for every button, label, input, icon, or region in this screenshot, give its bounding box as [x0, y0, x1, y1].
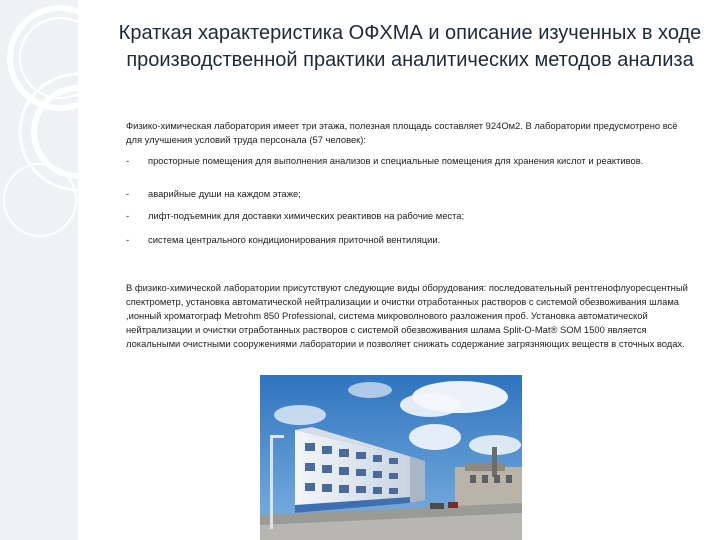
laboratory-building-photo: [260, 375, 522, 540]
concentric-arcs-icon: [0, 0, 78, 540]
equipment-paragraph: В физико-химической лаборатории присутствуют следующие виды оборудования: последовательный рентгенофлуоресцентный спектрометр, установка автоматической нейтрализации и очистки отработанных растворов с системой обезвоживания шлама ,ионный хроматограф Metrohm 850 Professional, система микроволнового разложения проб. Установка автоматической нейтрализации и очистки отработанных растворов с системой обезвоживания шлама Split-O-Mat® SOM 1500 является локальными очистными сооружениями лаборатории и позволяет снижать содержание загрязняющих веществ в сточных водах.: [126, 282, 688, 349]
bullet-marker: -: [126, 234, 130, 245]
slide-title: Краткая характеристика ОФХМА и описание изученных в ходе производственной практики аналитических методов анализа: [118, 22, 702, 71]
bullet-marker: -: [126, 210, 130, 221]
bullet-marker: -: [126, 188, 130, 199]
decorative-sidebar: [0, 0, 78, 540]
list-item-text: просторные помещения для выполнения анализов и специальные помещения для хранения кислот и реактивов.: [148, 155, 644, 166]
list-item-text: система центрального кондиционирования приточной вентиляции.: [148, 234, 441, 245]
list-item-text: лифт-подъемник для доставки химических реактивов на рабочие места;: [148, 210, 465, 221]
list-item-text: аварийные души на каждом этаже;: [148, 188, 301, 199]
intro-paragraph: Физико-химическая лаборатория имеет три этажа, полезная площадь составляет 924Ом2. В лаборатории предусмотрено всё для улучшения условий труда персонала (57 человек):: [126, 120, 678, 145]
building-illustration: [260, 375, 522, 540]
bullet-marker: -: [126, 155, 130, 166]
